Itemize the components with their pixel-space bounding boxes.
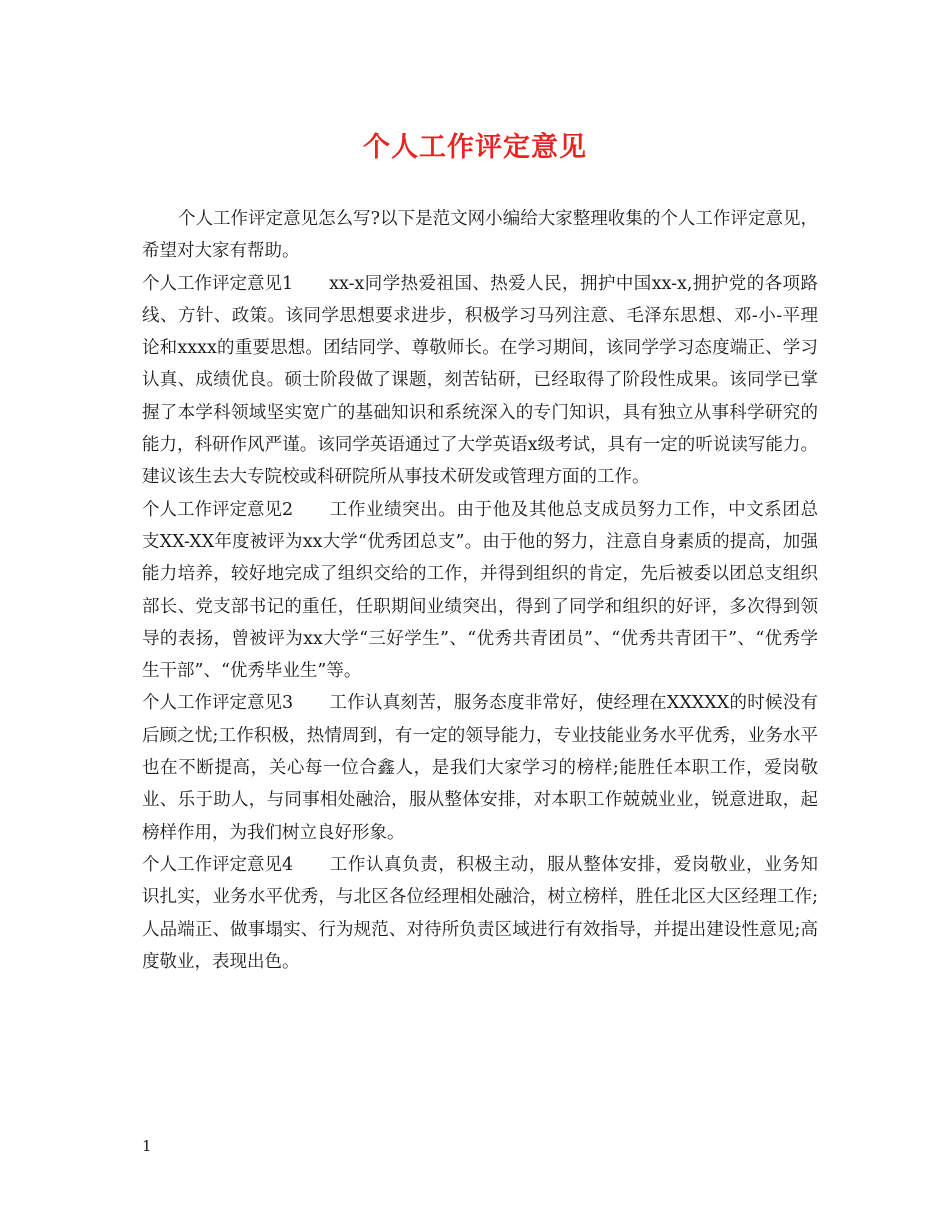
section-text-2: 工作业绩突出。由于他及其他总支成员努力工作，中文系团总支XX-XX年度被评为xx大学“优秀团总支”。由于他的努力，注意自身素质的提高，加强能力培养，较好地完成了组织交给的工作，并得到组织的肯定，先后被委以团总支组织部长、党支部书记的重任，任职期间业绩突出，得到了同学和组织的好评，多次得到领导的表扬，曾被评为xx大学“三好学生”、“优秀共青团员”、“优秀共青团干”、“优秀学生干部”、“优秀毕业生”等。	[142, 499, 818, 682]
section-heading-2: 个人工作评定意见2	[142, 499, 294, 520]
page-number: 1	[142, 1137, 152, 1155]
section-paragraph-4	[142, 849, 818, 978]
section-heading-4: 个人工作评定意见4	[142, 854, 294, 875]
intro-paragraph: 个人工作评定意见怎么写?以下是范文网小编给大家整理收集的个人工作评定意见，希望对大家有帮助。	[142, 209, 818, 262]
section-paragraph-2	[142, 494, 818, 688]
section-heading-3: 个人工作评定意见3	[142, 693, 294, 714]
document-body	[142, 203, 818, 978]
section-text-1: xx-x同学热爱祖国、热爱人民，拥护中国xx-x,拥护党的各项路线、方针、政策。该同学思想要求进步，积极学习马列注意、毛泽东思想、邓-小-平理论和xxxx的重要思想。团结同学、尊敬师长。在学习期间，该同学学习态度端正、学习认真、成绩优良。硕士阶段做了课题，刻苦钻研，已经取得了阶段性成果。该同学已掌握了本学科领域坚实宽广的基础知识和系统深入的专门知识，具有独立从事科学研究的能力，科研作风严谨。该同学英语通过了大学英语x级考试，具有一定的听说读写能力。建议该生去大专院校或科研院所从事技术研发或管理方面的工作。	[142, 273, 818, 488]
section-paragraph-3	[142, 687, 818, 848]
section-heading-1: 个人工作评定意见1	[142, 273, 294, 294]
section-paragraph-1	[142, 268, 818, 494]
section-text-4: 工作认真负责，积极主动，服从整体安排，爱岗敬业，业务知识扎实，业务水平优秀，与北区各位经理相处融洽，树立榜样，胜任北区大区经理工作;人品端正、做事塌实、行为规范、对待所负责区域进行有效指导，并提出建设性意见;高度敬业，表现出色。	[142, 854, 818, 972]
document-title: 个人工作评定意见	[363, 132, 587, 163]
section-text-3: 工作认真刻苦，服务态度非常好，使经理在XXXXX的时候没有后顾之忧;工作积极，热情周到，有一定的领导能力，专业技能业务水平优秀，业务水平也在不断提高，关心每一位合鑫人，是我们大家学习的榜样;能胜任本职工作，爱岗敬业、乐于助人，与同事相处融洽，服从整体安排，对本职工作兢兢业业，锐意进取，起榜样作用，为我们树立良好形象。	[142, 693, 818, 843]
